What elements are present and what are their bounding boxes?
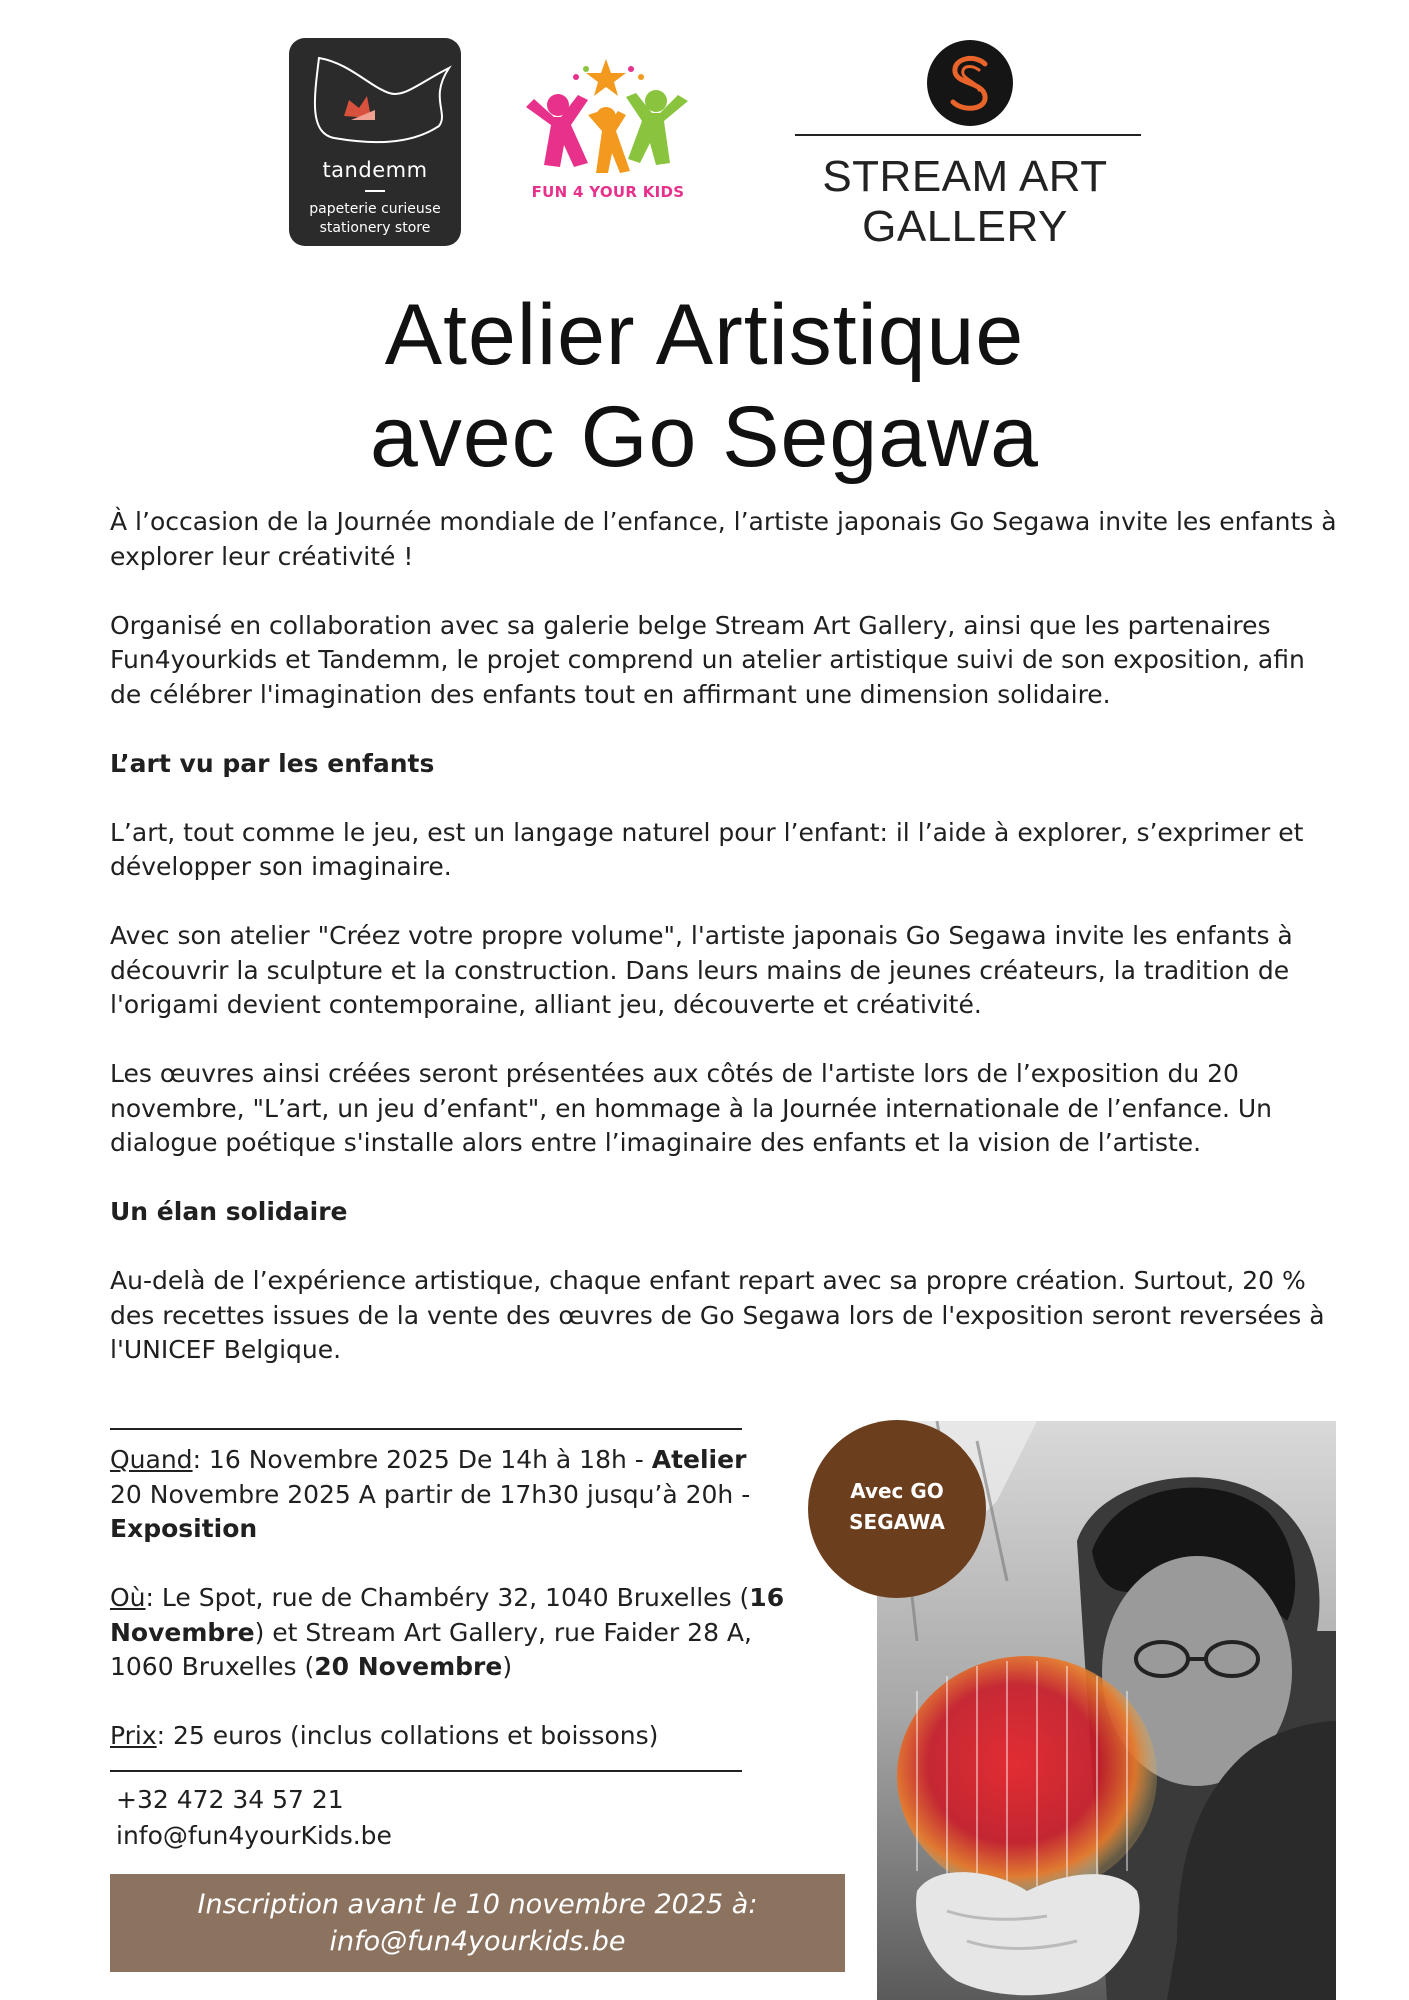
registration-line-1: Inscription avant le 10 novembre 2025 à: <box>197 1889 758 1920</box>
heading-solidaire: Un élan solidaire <box>110 1197 348 1226</box>
info-divider-top <box>110 1428 742 1430</box>
tandemm-divider <box>365 190 385 192</box>
contact-block <box>116 1782 392 1854</box>
where-info <box>110 1581 790 1685</box>
art-paragraph-2: Avec son atelier "Créez votre propre volume", l'artiste japonais Go Segawa invite les enfants à découvrir la sculpture et la construction. Dans leurs mains de jeunes créateurs, la tradition de l'origami devient contemporaine, alliant jeu, découverte et créativité. <box>110 921 1293 1019</box>
price-info <box>110 1719 810 1754</box>
where-part-1: : Le Spot, rue de Chambéry 32, 1040 Bruxelles ( <box>145 1583 750 1612</box>
stream-s-icon <box>927 40 1013 126</box>
solidaire-paragraph: Au-delà de l’expérience artistique, chaque enfant repart avec sa propre création. Surtout, 20 % des recettes issues de la vente des œuvres de Go Segawa lors de l'exposition seront reversées à l'UNICEF Belgique. <box>110 1266 1325 1364</box>
page-title <box>0 284 1409 488</box>
when-label: Quand <box>110 1445 193 1474</box>
when-atelier: Atelier <box>651 1445 747 1474</box>
fun4yourkids-logo <box>516 55 696 215</box>
art-paragraph-1: L’art, tout comme le jeu, est un langage naturel pour l’enfant: il l’aide à explorer, s’exprimer et développer son imaginaire. <box>110 817 1304 881</box>
kids-figures-icon <box>516 55 696 185</box>
badge-line-1: Avec GO <box>850 1479 944 1503</box>
art-paragraph-3: Les œuvres ainsi créées seront présentées aux côtés de l'artiste lors de l’exposition du 20 novembre, "L’art, un jeu d’enfant", en hommage à la Journée internationale de l’enfance. Un dialogue poétique s'installe alors entre l’imaginaire des enfants et la vision de l’artiste. <box>110 1059 1272 1157</box>
collab-paragraph: Organisé en collaboration avec sa galerie belge Stream Art Gallery, ainsi que les partenaires Fun4yourkids et Tandemm, le projet comprend un atelier artistique suivi de son exposition, afin de célébrer l'imagination des enfants tout en affirmant une dimension solidaire. <box>110 610 1305 709</box>
where-date-2: 20 Novembre <box>314 1652 503 1681</box>
contact-email[interactable]: info@fun4yourKids.be <box>116 1821 392 1850</box>
price-text: : 25 euros (inclus collations et boissons) <box>156 1721 659 1750</box>
when-info <box>110 1443 810 1547</box>
title-line-1: Atelier Artistique <box>384 287 1025 383</box>
when-line-2: 20 Novembre 2025 A partir de 17h30 jusqu’à 20h - <box>110 1479 751 1509</box>
title-line-2: avec Go Segawa <box>370 389 1039 485</box>
where-label: Où <box>110 1583 146 1612</box>
info-divider-bottom <box>110 1770 742 1772</box>
artist-badge <box>808 1420 986 1598</box>
stream-art-gallery-name: STREAM ART GALLERY <box>822 152 1108 251</box>
stream-art-gallery-logo <box>755 40 1175 251</box>
tandemm-name: tandemm <box>322 158 428 182</box>
badge-line-2: SEGAWA <box>849 1510 945 1534</box>
where-part-2: ) et Stream Art Gallery, rue Faider 28 A, 1060 Bruxelles ( <box>110 1617 752 1681</box>
tandemm-subtitle-2: stationery store <box>319 220 431 236</box>
price-label: Prix <box>110 1721 157 1750</box>
article-body <box>110 505 1340 1402</box>
intro-paragraph: À l’occasion de la Journée mondiale de l’enfance, l’artiste japonais Go Segawa invite les enfants à explorer leur créativité ! <box>110 507 1337 571</box>
where-date-1: 16 Novembre <box>110 1583 785 1647</box>
contact-phone[interactable]: +32 472 34 57 21 <box>116 1785 344 1814</box>
tandemm-logo <box>289 38 461 246</box>
when-exposition: Exposition <box>110 1514 258 1543</box>
stream-emblem <box>927 40 1013 126</box>
event-info <box>110 1443 810 1788</box>
stream-divider <box>795 134 1141 136</box>
fun4yourkids-name: FUN 4 YOUR KIDS <box>531 183 685 201</box>
tandemm-subtitle-1: papeterie curieuse <box>309 201 441 217</box>
where-part-3: ) <box>502 1652 513 1681</box>
registration-banner <box>110 1874 845 1972</box>
when-line-1: : 16 Novembre 2025 De 14h à 18h - <box>192 1445 652 1474</box>
registration-email[interactable]: info@fun4yourkids.be <box>329 1926 626 1957</box>
heading-art: L’art vu par les enfants <box>110 748 435 778</box>
